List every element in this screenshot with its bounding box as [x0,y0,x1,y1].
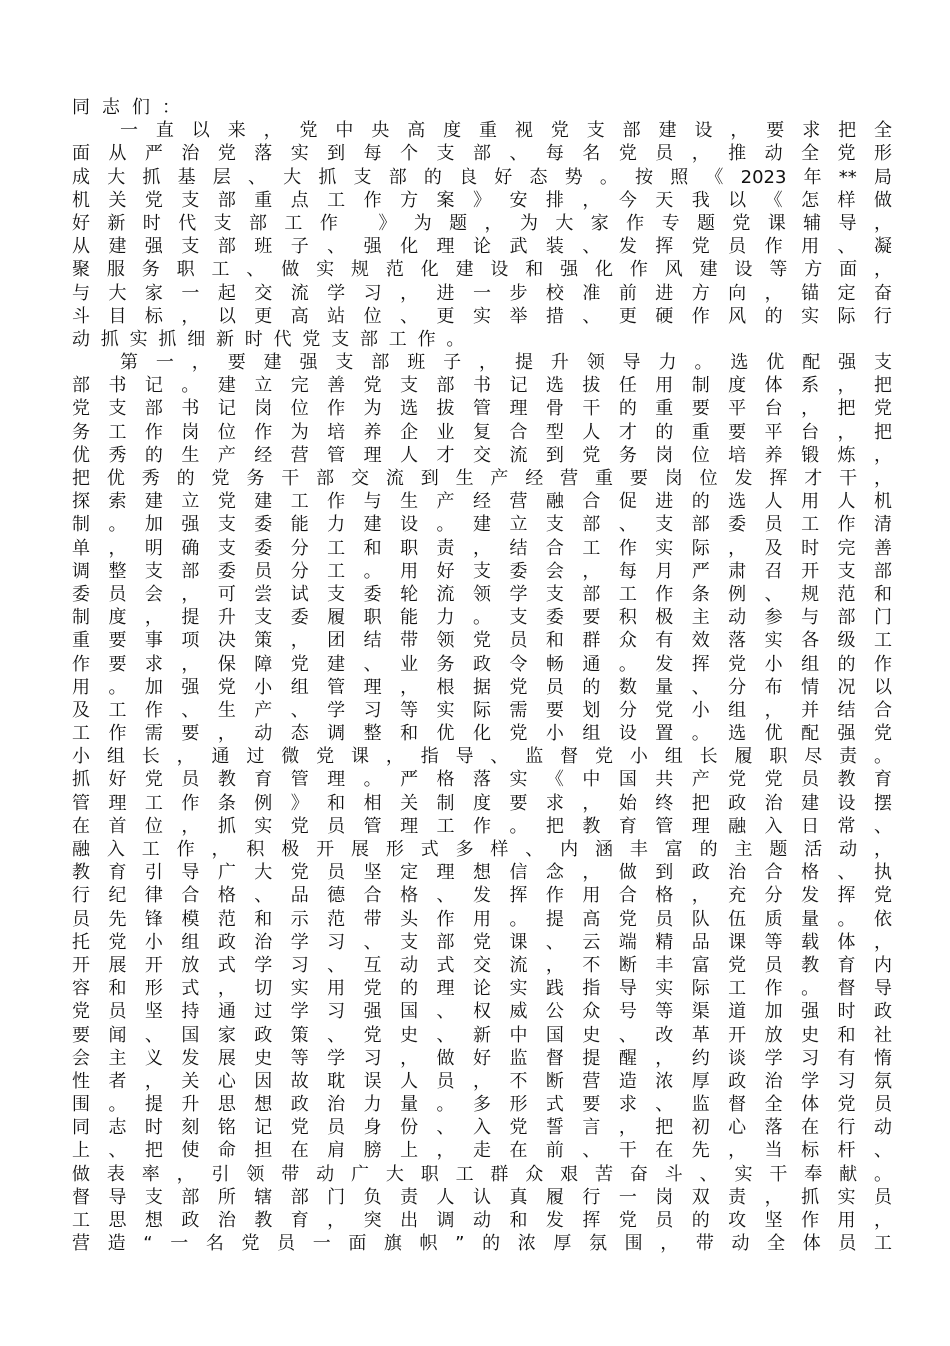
salutation: 同志们： [72,97,192,118]
paragraph-first-line: 督导支部所辖部门负责人认真履行一岗双责，抓实员 [72,1186,892,1208]
paragraph-intro-line: 动抓实抓细新时代党支部工作。 [72,328,476,350]
paragraph-intro-line: 一直以来，党中央高度重视党支部建设，要求把全 [120,120,892,142]
paragraph-first-line: 员先锋模范和示范带头作用。提高党员队伍质量。依 [72,908,892,930]
paragraph-first-line: 容和形式，切实用党的理论实践指导实际工作。督导 [72,978,892,1000]
paragraph-first-line: 托党小组政治学习、支部党课、云端精品课等载体， [72,931,892,953]
paragraph-first-line: 制度，提升支委履职能力。支委要积极主动参与部门 [72,607,892,629]
paragraph-first-line: 行纪律合格、品德合格、发挥作用合格，充分发挥党 [72,885,892,907]
paragraph-first-line: 教育引导广大党员坚定理想信念，做到政治合格、执 [72,862,892,884]
paragraph-intro-line: 斗目标，以更高站位、更实举措、更硬作风的实际行 [72,305,892,327]
paragraph-first-line: 单，明确支委分工和职责，结合工作实际，及时完善 [72,537,892,559]
paragraph-first-line: 党支部书记岗位作为选拔管理骨干的重要平台，把党 [72,398,892,420]
paragraph-intro-line: 从建强支部班子、强化理论武装、发挥党员作用、凝 [72,236,892,258]
paragraph-first-line: 抓好党员教育管理。严格落实《中国共产党党员教育 [72,769,892,791]
paragraph-first-line: 小组长，通过微党课，指导、监督党小组长履职尽责。 [72,746,892,768]
paragraph-first-line: 围。提升思想政治力量。多形式要求、监督全体党员 [72,1094,892,1116]
paragraph-intro-line: 面从严治党落实到每个支部、每名党员，推动全党形 [72,143,892,165]
paragraph-first-line: 重要事项决策，团结带领党员和群众有效落实各级工 [72,630,892,652]
paragraph-first-line: 管理工作条例》和相关制度要求，始终把政治建设摆 [72,792,892,814]
paragraph-first-line: 要闻、国家政策、党史、新中国史、改革开放史和社 [72,1024,892,1046]
paragraph-first-line: 党员坚持通过学习强国、权威公众号等渠道加强时政 [72,1001,892,1023]
paragraph-first-line: 同志时刻铭记党员身份、入党誓言，把初心落在行动 [72,1117,892,1139]
paragraph-first-line: 上、把使命担在肩膀上，走在前、干在先，当标杆、 [72,1140,892,1162]
paragraph-intro-line: 机关党支部重点工作方案》安排，今天我以《怎样做 [72,189,892,211]
paragraph-first-line: 工思想政治教育，突出调动和发挥党员的攻坚作用， [72,1210,892,1231]
paragraph-intro-line: 成大抓基层、大抓支部的良好态势。按照《2023年**局 [72,166,892,188]
paragraph-first-line: 用。加强党小组管理，根据党员的数量、分布情况以 [72,676,892,698]
paragraph-first-line: 第一，要建强支部班子，提升领导力。选优配强支 [120,352,892,374]
paragraph-intro-line: 好新时代支部工作 》为题，为大家作专题党课辅导， [72,212,892,234]
paragraph-first-line: 把优秀的党务干部交流到生产经营重要岗位发挥才干， [72,468,892,489]
paragraph-first-line: 部书记。建立完善党支部书记选拔任用制度体系，把 [72,375,892,397]
paragraph-first-line: 融入工作，积极开展形式多样、内涵丰富的主题活动， [72,839,892,860]
paragraph-first-line: 工作需要，动态调整和优化党小组设置。选优配强党 [72,723,892,745]
paragraph-first-line: 会主义发展史等学习，做好监督提醒，约谈学习有惰 [72,1047,892,1069]
paragraph-first-line: 调整支部委员分工。用好支委会，每月严肃召开支部 [72,560,892,582]
paragraph-intro-line: 聚服务职工、做实规范化建设和强化作风建设等方面， [72,259,892,281]
paragraph-first-line: 优秀的生产经营管理人才交流到党务岗位培养锻炼， [72,444,892,466]
paragraph-first-line: 探索建立党建工作与生产经营融合促进的选人用人机 [72,491,892,513]
paragraph-first-line: 开展开放式学习、互动式交流，不断丰富党员教育内 [72,954,892,976]
paragraph-first-line: 营造“一名党员一面旗帜”的浓厚氛围，带动全体员工 [72,1233,892,1255]
paragraph-first-line: 及工作、生产、学习等实际需要划分党小组，并结合 [72,699,892,721]
paragraph-intro-line: 与大家一起交流学习，进一步校准前进方向，锚定奋 [72,282,892,304]
paragraph-first-line: 委员会，可尝试支委轮流领学支部工作条例、规范和 [72,583,892,605]
paragraph-first-line: 作要求，保障党建、业务政令畅通。发挥党小组的作 [72,653,892,675]
paragraph-first-line: 务工作岗位作为培养企业复合型人才的重要平台，把 [72,421,892,443]
document-body [72,96,892,1255]
paragraph-first-line: 在首位，抓实党员管理工作。把教育管理融入日常、 [72,815,892,837]
paragraph-first-line: 性者，关心因故耽误人员，不断营造浓厚政治学习氛 [72,1070,892,1092]
paragraph-first-line: 制。加强支委能力建设。建立支部、支部委员工作清 [72,514,892,536]
paragraph-first-line: 做表率，引领带动广大职工群众艰苦奋斗、实干奉献。 [72,1163,892,1185]
